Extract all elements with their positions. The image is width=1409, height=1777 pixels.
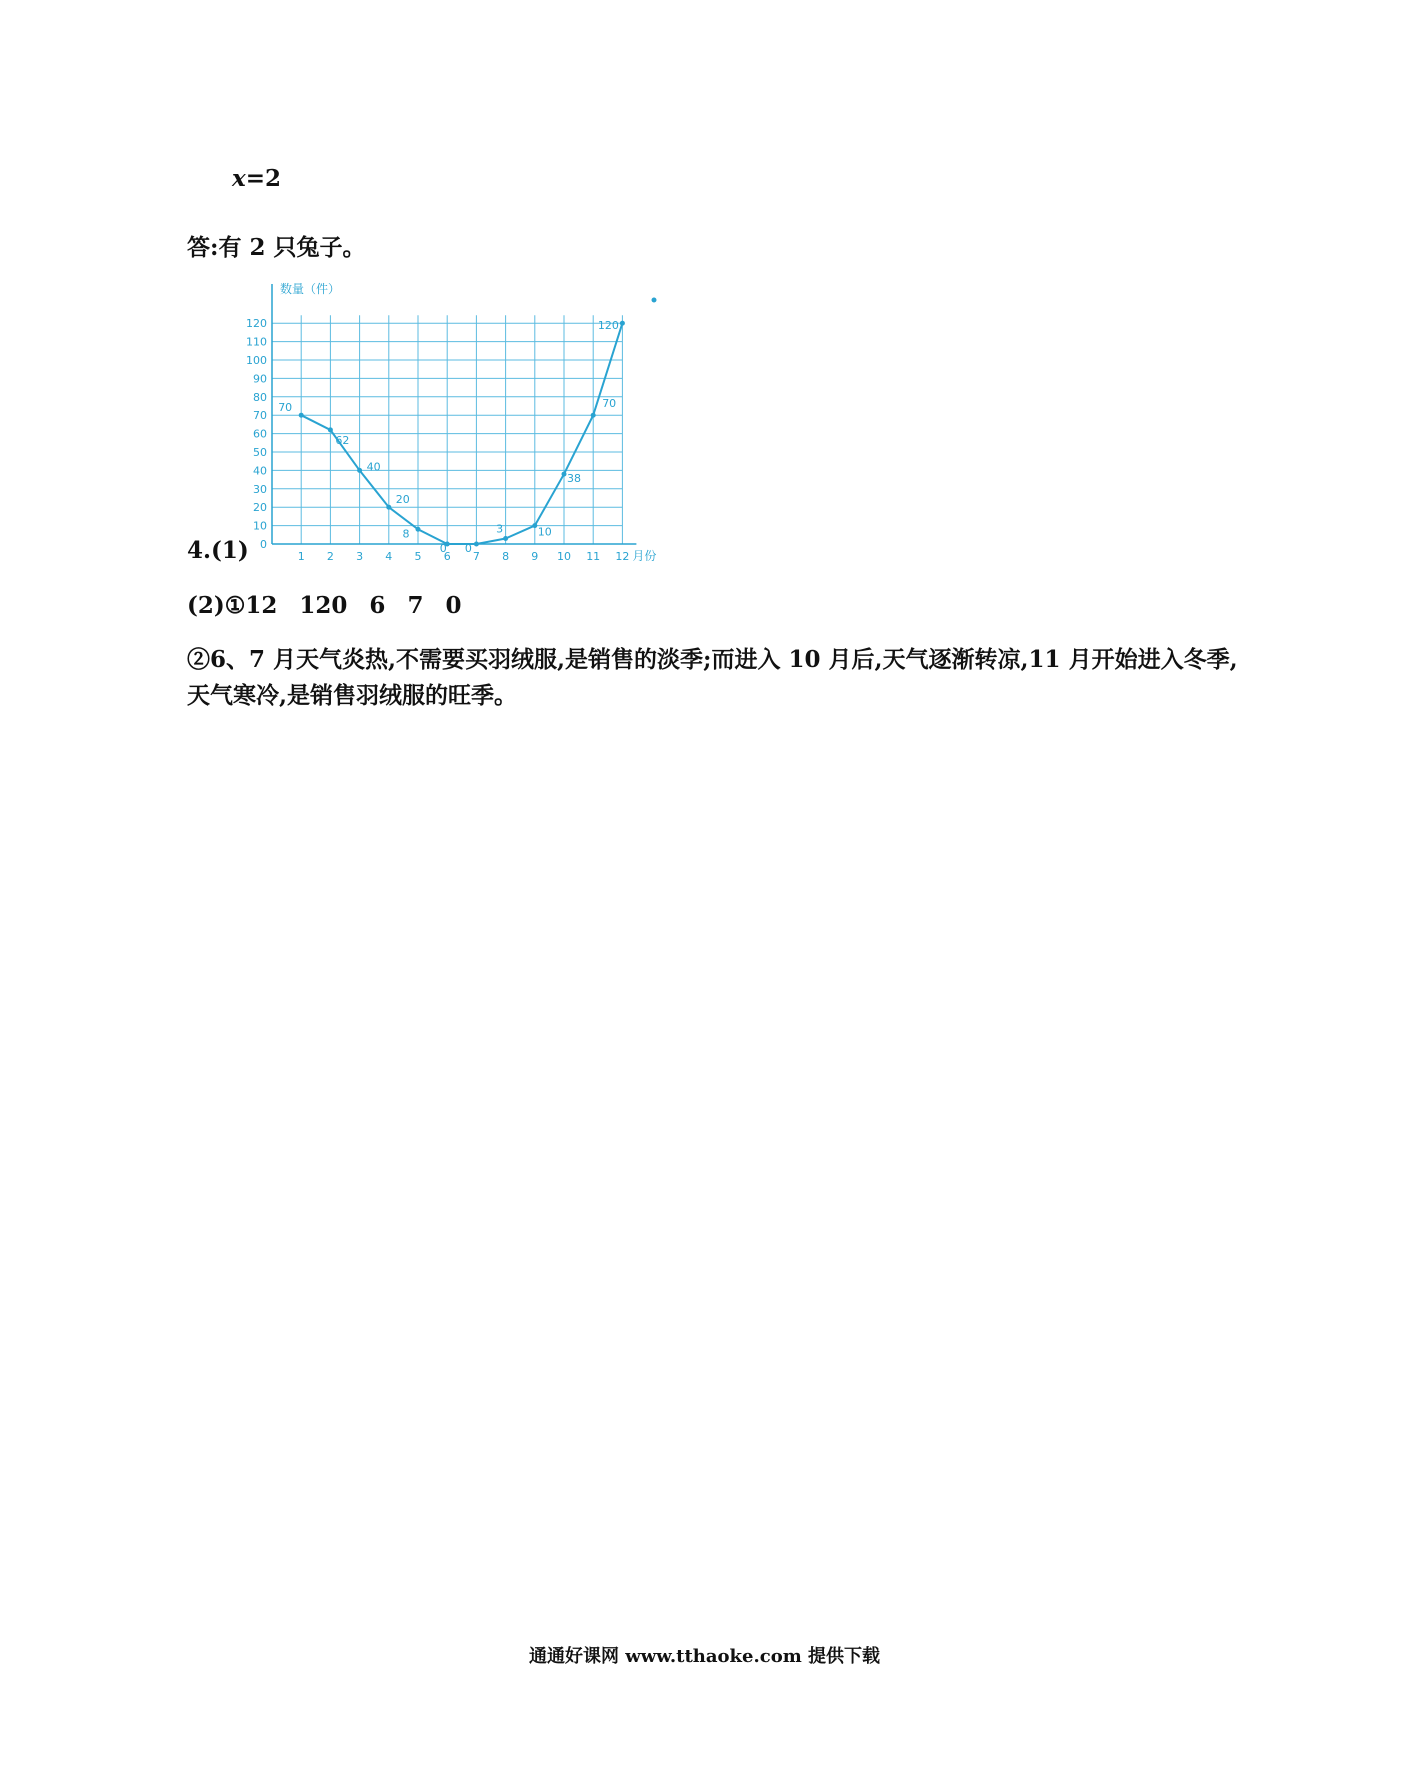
data-point	[386, 505, 391, 510]
data-label: 10	[537, 525, 552, 539]
x-tick-label: 11	[586, 550, 601, 563]
y-tick-label: 90	[253, 372, 267, 386]
equation-variable: x	[232, 165, 246, 192]
data-point	[503, 536, 508, 541]
y-tick-label: 20	[253, 501, 267, 515]
data-label: 120	[597, 319, 619, 333]
data-label: 0	[464, 542, 472, 555]
x-tick-label: 12	[615, 550, 630, 563]
y-tick-label: 50	[253, 446, 267, 459]
part2-value-4: 7	[407, 592, 424, 619]
x-tick-label: 7	[472, 550, 480, 563]
y-tick-label: 80	[253, 390, 267, 404]
y-tick-label: 40	[253, 464, 267, 478]
part2-value-1: 12	[245, 592, 278, 619]
data-label: 70	[602, 397, 617, 411]
y-axis-label: 数量（件）	[280, 282, 341, 296]
x-tick-label: 2	[326, 550, 334, 563]
equation-line	[232, 165, 281, 192]
y-tick-label: 120	[246, 317, 267, 331]
data-label: 38	[567, 472, 581, 486]
x-tick-label: 8	[502, 550, 510, 563]
data-point	[328, 427, 333, 432]
x-tick-label: 1	[297, 550, 305, 563]
y-tick-label: 30	[253, 482, 267, 496]
answer-line: 答:有 2 只兔子。	[187, 234, 366, 261]
line-chart	[236, 278, 676, 578]
y-tick-label: 100	[246, 354, 267, 367]
data-point	[357, 468, 362, 473]
data-label: 20	[395, 493, 410, 507]
x-tick-label: 10	[557, 550, 571, 563]
data-point	[416, 527, 421, 532]
data-point	[474, 542, 479, 547]
part2-line	[187, 592, 483, 619]
x-tick-label: 4	[385, 550, 393, 563]
data-point	[591, 413, 596, 418]
part2-label: (2)①	[187, 592, 246, 619]
question-4-label: 4.(1)	[187, 537, 249, 564]
y-tick-label: 70	[253, 409, 267, 423]
x-tick-label: 9	[531, 550, 539, 563]
stray-dot	[652, 298, 657, 303]
data-point	[299, 413, 304, 418]
data-label: 0	[439, 542, 447, 555]
y-tick-label: 60	[253, 427, 267, 441]
y-tick-label: 110	[246, 335, 267, 349]
y-tick-label: 10	[253, 519, 267, 533]
footer-credit: 通通好课网 www.tthaoke.com 提供下载	[528, 1646, 881, 1667]
data-point	[562, 472, 567, 477]
data-label: 3	[496, 522, 504, 536]
x-axis-label: 月份	[632, 549, 657, 563]
data-label: 70	[278, 401, 293, 415]
part2-value-3: 6	[369, 592, 386, 619]
part2-explanation: ②6、7 月天气炎热,不需要买羽绒服,是销售的淡季;而进入 10 月后,天气逐渐转凉,11 月开始进入冬季,天气寒冷,是销售羽绒服的旺季。	[187, 646, 1238, 709]
data-label: 62	[335, 433, 350, 447]
data-label: 40	[366, 460, 381, 474]
y-tick-label: 0	[260, 538, 267, 551]
data-label: 8	[402, 527, 410, 541]
x-tick-label: 6	[443, 550, 451, 563]
equation-rest: =2	[245, 165, 281, 192]
part2-value-5: 0	[445, 592, 462, 619]
x-tick-label: 3	[356, 550, 364, 563]
x-tick-label: 5	[414, 550, 422, 563]
data-point	[620, 321, 625, 326]
part2-value-2: 120	[299, 592, 348, 619]
data-point	[532, 523, 537, 528]
